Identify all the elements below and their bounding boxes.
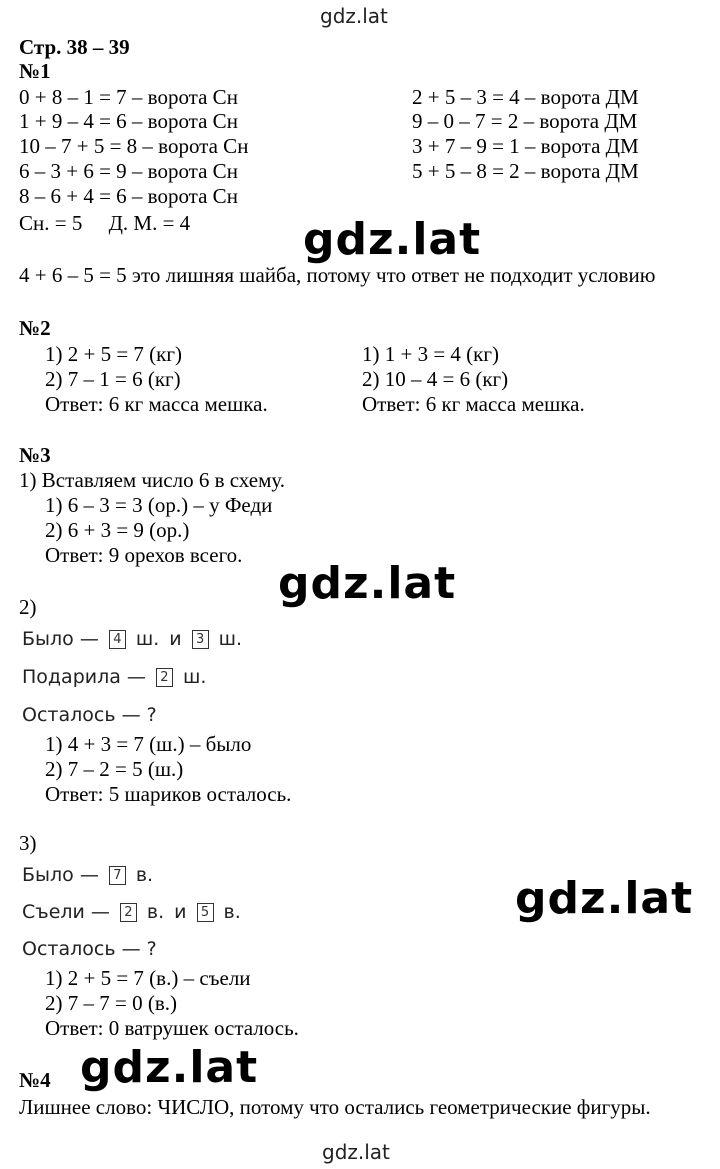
task3-part3-line: 1) 2 + 5 = 7 (в.) – съели xyxy=(45,966,251,990)
scheme-row-ate xyxy=(22,901,241,923)
watermark-big: gdz.lat xyxy=(278,558,457,609)
task2-right-line: 2) 10 – 4 = 6 (кг) xyxy=(362,367,509,391)
task1-left-line: 6 – 3 + 6 = 9 – ворота Сн xyxy=(19,159,238,183)
and-label: и xyxy=(169,628,182,650)
task3-part3-label: 3) xyxy=(19,831,37,855)
unit-label: ш. xyxy=(135,628,160,650)
task3-part2-line: 2) 7 – 2 = 5 (ш.) xyxy=(45,757,184,781)
scheme-row-left xyxy=(22,704,157,726)
watermark-bottom: gdz.lat xyxy=(322,1140,390,1164)
number-box: 4 xyxy=(109,630,126,649)
task2-left-line: 2) 7 – 1 = 6 (кг) xyxy=(45,367,181,391)
task1-left-line: 0 + 8 – 1 = 7 – ворота Сн xyxy=(19,85,238,109)
scheme-text: Осталось — ? xyxy=(22,704,157,726)
task1-left-line: 8 – 6 + 4 = 6 – ворота Сн xyxy=(19,184,238,208)
scheme-row-had xyxy=(22,628,242,650)
task3-part1-intro: 1) Вставляем число 6 в схему. xyxy=(19,468,286,492)
watermark-big: gdz.lat xyxy=(515,873,694,924)
task2-right-line: 1) 1 + 3 = 4 (кг) xyxy=(362,342,499,366)
task1-totals: Сн. = 5 Д. М. = 4 xyxy=(19,211,191,235)
task3-title: №3 xyxy=(19,443,51,467)
task1-right-line: 9 – 0 – 7 = 2 – ворота ДМ xyxy=(412,109,638,133)
number-box: 3 xyxy=(192,630,209,649)
task1-left-line: 10 – 7 + 5 = 8 – ворота Сн xyxy=(19,134,249,158)
and-label: и xyxy=(174,901,187,923)
unit-label: ш. xyxy=(218,628,243,650)
task2-title: №2 xyxy=(19,316,51,340)
number-box: 7 xyxy=(109,866,126,885)
task1-right-line: 2 + 5 – 3 = 4 – ворота ДМ xyxy=(412,85,639,109)
number-box: 2 xyxy=(156,668,173,687)
task3-part2-line: 1) 4 + 3 = 7 (ш.) – было xyxy=(45,732,252,756)
scheme-row-left xyxy=(22,938,157,960)
watermark-big: gdz.lat xyxy=(80,1042,259,1093)
scheme-text: Было — xyxy=(22,864,99,886)
task3-part1-line: 2) 6 + 3 = 9 (ор.) xyxy=(45,518,190,542)
task2-left-line: 1) 2 + 5 = 7 (кг) xyxy=(45,342,182,366)
scheme-row-had xyxy=(22,864,153,886)
task3-part2-answer: Ответ: 5 шариков осталось. xyxy=(45,782,292,806)
task4-text: Лишнее слово: ЧИСЛО, потому что остались геометрические фигуры. xyxy=(19,1095,651,1119)
task3-part1-answer: Ответ: 9 орехов всего. xyxy=(45,543,243,567)
unit-label: в. xyxy=(223,901,241,923)
scheme-text: Было — xyxy=(22,628,99,650)
unit-label: в. xyxy=(146,901,165,923)
task1-extra-puck: 4 + 6 – 5 = 5 это лишняя шайба, потому что ответ не подходит условию xyxy=(19,263,656,287)
scheme-row-gave xyxy=(22,666,206,688)
number-box: 2 xyxy=(120,903,137,922)
task3-part1-line: 1) 6 – 3 = 3 (ор.) – у Феди xyxy=(45,493,273,517)
scheme-text: Осталось — ? xyxy=(22,938,157,960)
task1-left-line: 1 + 9 – 4 = 6 – ворота Сн xyxy=(19,109,238,133)
task2-right-answer: Ответ: 6 кг масса мешка. xyxy=(362,392,585,416)
task1-title: №1 xyxy=(19,59,51,83)
task1-right-line: 5 + 5 – 8 = 2 – ворота ДМ xyxy=(412,159,639,183)
task2-left-answer: Ответ: 6 кг масса мешка. xyxy=(45,392,268,416)
unit-label: в. xyxy=(135,864,154,886)
task3-part2-label: 2) xyxy=(19,595,37,619)
scheme-text: Съели — xyxy=(22,901,110,923)
watermark-top: gdz.lat xyxy=(320,4,388,28)
page-range-heading: Стр. 38 – 39 xyxy=(19,35,130,59)
watermark-big: gdz.lat xyxy=(303,214,482,265)
task4-title: №4 xyxy=(19,1068,51,1092)
number-box: 5 xyxy=(197,903,214,922)
scheme-text: Подарила — xyxy=(22,666,146,688)
task3-part3-line: 2) 7 – 7 = 0 (в.) xyxy=(45,991,177,1015)
task3-part3-answer: Ответ: 0 ватрушек осталось. xyxy=(45,1016,299,1040)
unit-label: ш. xyxy=(182,666,207,688)
task1-right-line: 3 + 7 – 9 = 1 – ворота ДМ xyxy=(412,134,639,158)
